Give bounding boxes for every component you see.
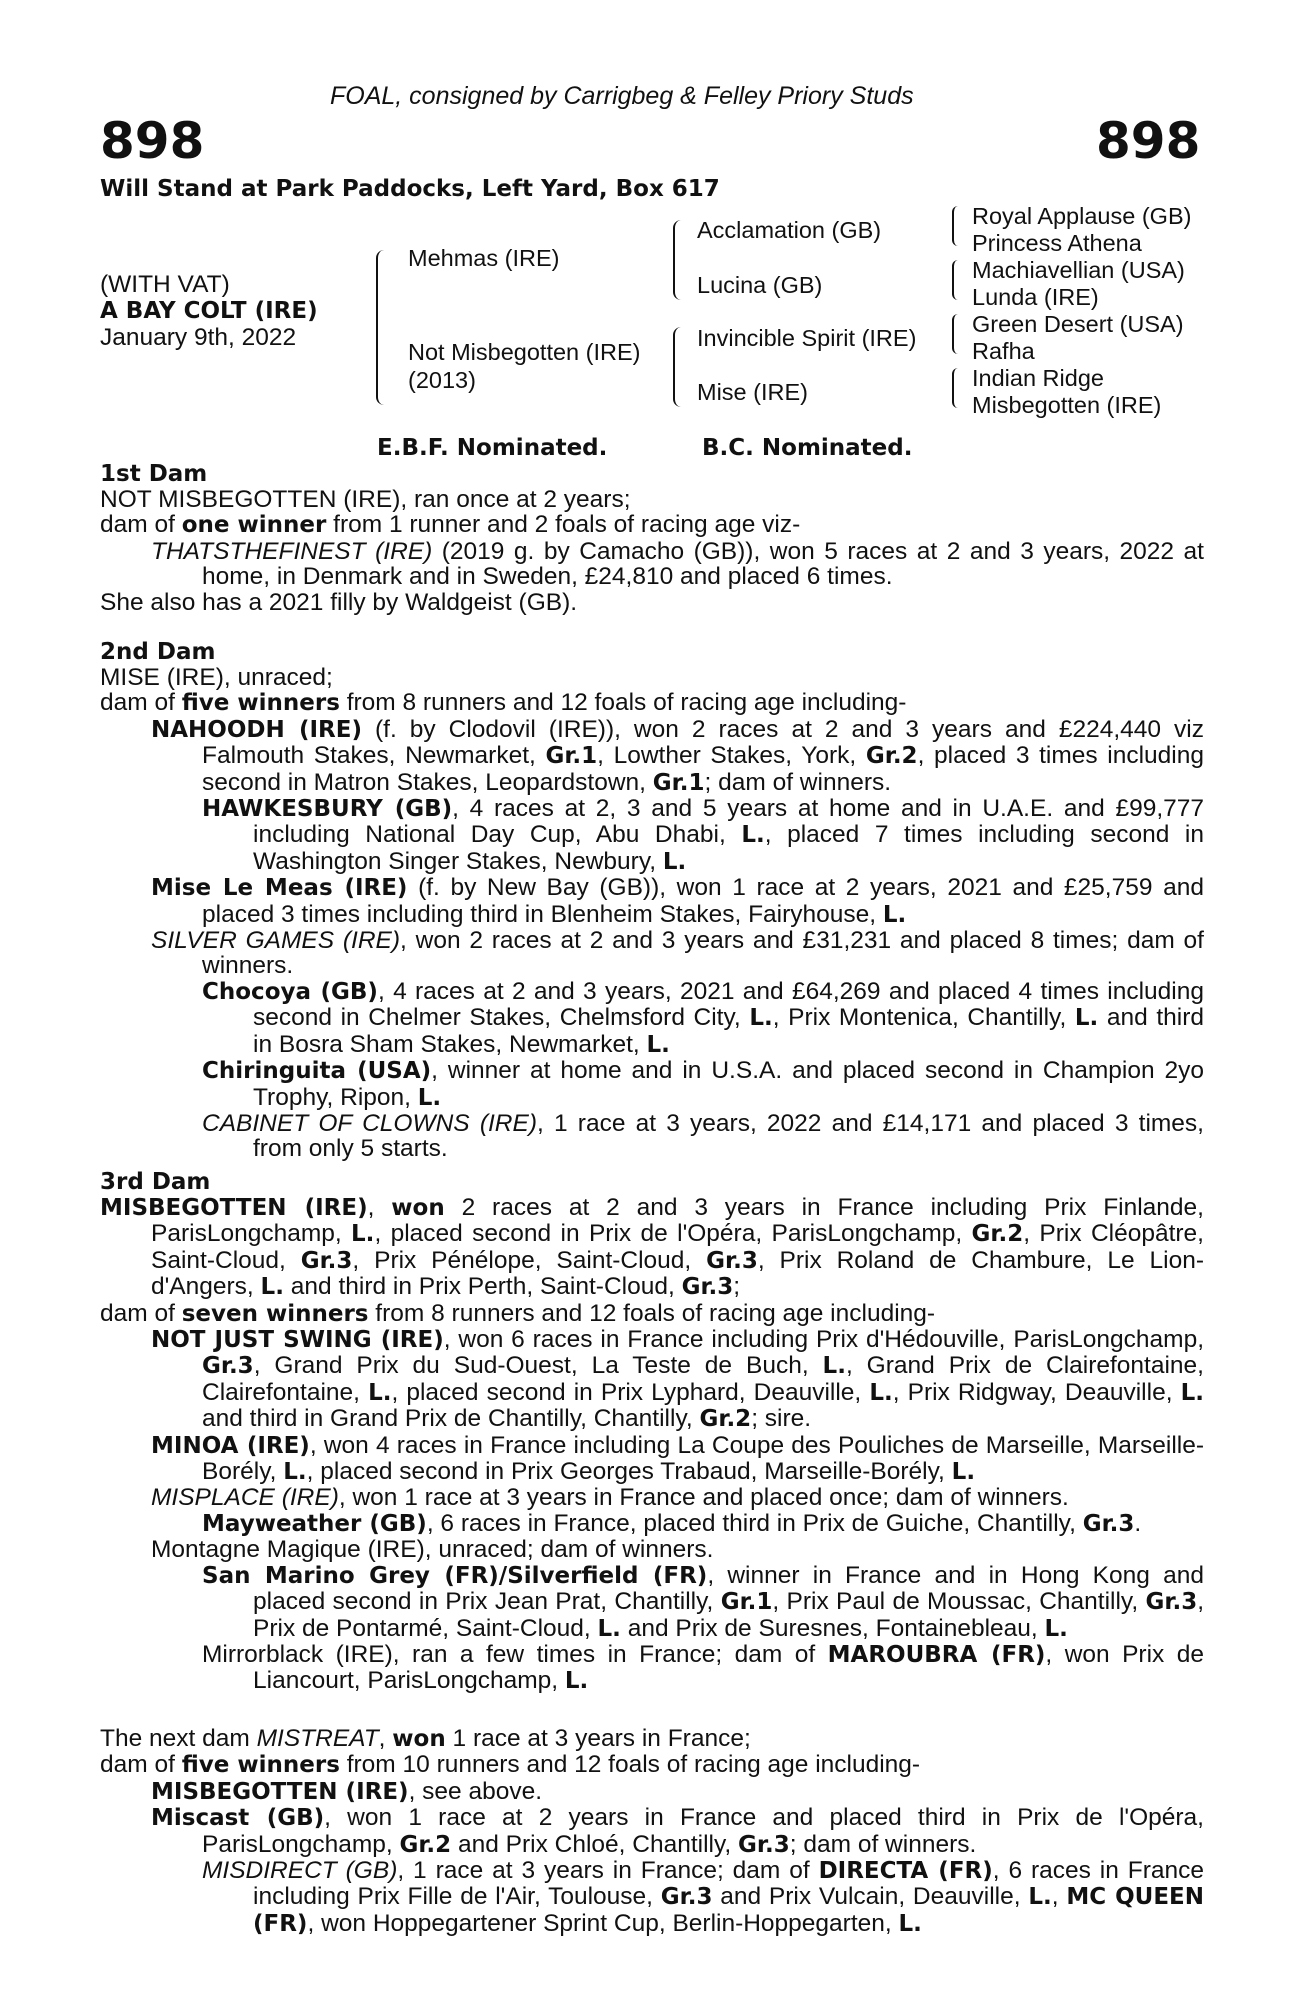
vat-note: (WITH VAT) [100, 271, 230, 298]
dam-line: The next dam MISTREAT, won 1 race at 3 years in France; [100, 1725, 751, 1752]
ebf-nomination: E.B.F. Nominated. [377, 435, 608, 461]
dam-note: She also has a 2021 filly by Waldgeist (GB). [100, 588, 578, 616]
sire-dam-dam: Lunda (IRE) [972, 284, 1099, 310]
progeny-entry: SILVER GAMES (IRE), won 2 races at 2 and 3 years and £31,231 and placed 8 times; dam of winners. [151, 927, 1204, 980]
second-dam-section [100, 640, 1204, 1162]
progeny-entry: MINOA (IRE), won 4 races in France including La Coupe des Pouliches de Marseille, Marseille-Borély, L., placed second in Prix Georges Trabaud, Marseille-Borély, L. [151, 1431, 1204, 1486]
progeny-entry: Mise Le Meas (IRE) (f. by New Bay (GB)), won 1 race at 2 years, 2021 and £25,759 and placed 3 times including third in Blenheim Stakes, Fairyhouse, L. [151, 874, 1204, 928]
progeny-entry: Chocoya (GB), 4 races at 2 and 3 years, 2021 and £64,269 and placed 4 times including second in Chelmer Stakes, Chelmsford City, L., Prix Montenica, Chantilly, L. and third in Bosra Sham Stakes, Newmarket, L. [202, 977, 1205, 1058]
dam-produce-line: dam of five winners from 10 runners and 12 foals of racing age including- [100, 1751, 921, 1779]
progeny-entry: Mayweather (GB), 6 races in France, placed third in Prix de Guiche, Chantilly, Gr.3. [202, 1509, 1142, 1537]
sire-sire-dam: Princess Athena [972, 230, 1142, 256]
lot-number-left: 898 [100, 112, 205, 170]
bc-nomination: B.C. Nominated. [702, 435, 913, 461]
stand-location: Will Stand at Park Paddocks, Left Yard, Box 617 [100, 176, 720, 202]
progeny-entry: NAHOODH (IRE) (f. by Clodovil (IRE)), won 2 races at 2 and 3 years and £224,440 viz Falmouth Stakes, Newmarket, Gr.1, Lowther Stakes, York, Gr.2, placed 3 times including second in Matron Stakes, Leopardstown, Gr.1; dam of winners. [151, 715, 1204, 796]
section-heading: 1st Dam [100, 461, 208, 487]
pedigree-brace [952, 314, 959, 354]
progeny-entry: MISBEGOTTEN (IRE), see above. [151, 1777, 543, 1805]
first-dam-section [100, 462, 1204, 615]
third-dam-section [100, 1170, 1204, 1695]
dam-produce-line: dam of seven winners from 8 runners and 12 foals of racing age including- [100, 1299, 936, 1327]
dam-produce-line: dam of five winners from 8 runners and 12 foals of racing age including- [100, 689, 907, 717]
section-heading: 2nd Dam [100, 639, 216, 665]
progeny-entry: Miscast (GB), won 1 race at 2 years in France and placed third in Prix de l'Opéra, ParisLongchamp, Gr.2 and Prix Chloé, Chantilly, Gr.3; dam of winners. [151, 1804, 1204, 1858]
progeny-entry: THATSTHEFINEST (IRE) (2019 g. by Camacho (GB)), won 5 races at 2 and 3 years, 2022 at home, in Denmark and in Sweden, £24,810 and placed 6 times. [151, 537, 1204, 591]
progeny-entry: MISPLACE (IRE), won 1 race at 3 years in France and placed once; dam of winners. [151, 1484, 1069, 1512]
progeny-entry: Chiringuita (USA), winner at home and in U.S.A. and placed second in Champion 2yo Trophy, Ripon, L. [202, 1057, 1204, 1111]
progeny-entry: NOT JUST SWING (IRE), won 6 races in France including Prix d'Hédouville, ParisLongchamp, Gr.3, Grand Prix du Sud-Ouest, La Teste de Buch, L., Grand Prix de Clairefontaine, Clairefontaine, L., placed second in Prix Lyphard, Deauville, L., Prix Ridgway, Deauville, L. and third in Grand Prix de Chantilly, Chantilly, Gr.2; sire. [151, 1326, 1204, 1433]
progeny-entry: HAWKESBURY (GB), 4 races at 2, 3 and 5 years at home and in U.A.E. and £99,777 including National Day Cup, Abu Dhabi, L., placed 7 times including second in Washington Singer Stakes, Newbury, L. [202, 795, 1204, 875]
dam-dam-sire: Indian Ridge [972, 365, 1104, 391]
sire-dam: Lucina (GB) [697, 272, 823, 298]
progeny-entry: Montagne Magique (IRE), unraced; dam of winners. [151, 1536, 714, 1564]
dam-line: MISBEGOTTEN (IRE), won 2 races at 2 and 3 years in France including Prix Finlande, ParisLongchamp, L., placed second in Prix de l'Opéra, ParisLongchamp, Gr.2, Prix Cléopâtre, Saint-Cloud, Gr.3, Prix Pénélope, Saint-Cloud, Gr.3, Prix Roland de Chambure, Le Lion-d'Angers, L. and third in Prix Perth, Saint-Cloud, Gr.3; [100, 1194, 1204, 1301]
dam-year: (2013) [408, 367, 476, 393]
pedigree-brace [952, 206, 959, 246]
progeny-entry: Mirrorblack (IRE), ran a few times in France; dam of MAROUBRA (FR), won Prix de Liancourt, ParisLongchamp, L. [202, 1640, 1204, 1695]
progeny-entry: CABINET OF CLOWNS (IRE), 1 race at 3 years, 2022 and £14,171 and placed 3 times, from only 5 starts. [202, 1109, 1204, 1163]
dam-sire-sire: Green Desert (USA) [972, 311, 1184, 337]
dam-produce-line: dam of one winner from 1 runner and 2 foals of racing age viz- [100, 511, 801, 539]
horse-name: A BAY COLT (IRE) [100, 298, 318, 324]
consignment-line: FOAL, consigned by Carrigbeg & Felley Priory Studs [330, 82, 914, 110]
section-heading: 3rd Dam [100, 1169, 211, 1195]
pedigree-brace [952, 260, 959, 300]
dam-line: NOT MISBEGOTTEN (IRE), ran once at 2 years; [100, 486, 631, 513]
dam-sire-dam: Rafha [972, 338, 1035, 364]
foaling-date: January 9th, 2022 [100, 324, 297, 351]
sire-dam-sire: Machiavellian (USA) [972, 257, 1185, 283]
progeny-entry: San Marino Grey (FR)/Silverfield (FR), winner in France and in Hong Kong and placed second in Prix Jean Prat, Chantilly, Gr.1, Prix Paul de Moussac, Chantilly, Gr.3, Prix de Pontarmé, Saint-Cloud, L. and Prix de Suresnes, Fontainebleau, L. [202, 1561, 1205, 1642]
dam-dam-dam: Misbegotten (IRE) [972, 392, 1162, 418]
dam: Not Misbegotten (IRE) [408, 339, 641, 365]
sire-sire-sire: Royal Applause (GB) [972, 203, 1192, 229]
dam-line: MISE (IRE), unraced; [100, 664, 333, 691]
pedigree-brace [673, 327, 681, 407]
next-dam-section [100, 1726, 1204, 1937]
lot-number-right: 898 [1096, 112, 1201, 170]
progeny-entry: MISDIRECT (GB), 1 race at 3 years in France; dam of DIRECTA (FR), 6 races in France including Prix Fille de l'Air, Toulouse, Gr.3 and Prix Vulcain, Deauville, L., MC QUEEN (FR), won Hoppegartener Sprint Cup, Berlin-Hoppegarten, L. [202, 1857, 1204, 1937]
dam-sire: Invincible Spirit (IRE) [697, 325, 917, 351]
sire: Mehmas (IRE) [408, 245, 560, 271]
pedigree-brace [952, 368, 959, 408]
sire-sire: Acclamation (GB) [697, 217, 882, 243]
dam-dam: Mise (IRE) [697, 379, 808, 405]
pedigree-brace [376, 250, 384, 405]
pedigree-brace [673, 220, 681, 300]
